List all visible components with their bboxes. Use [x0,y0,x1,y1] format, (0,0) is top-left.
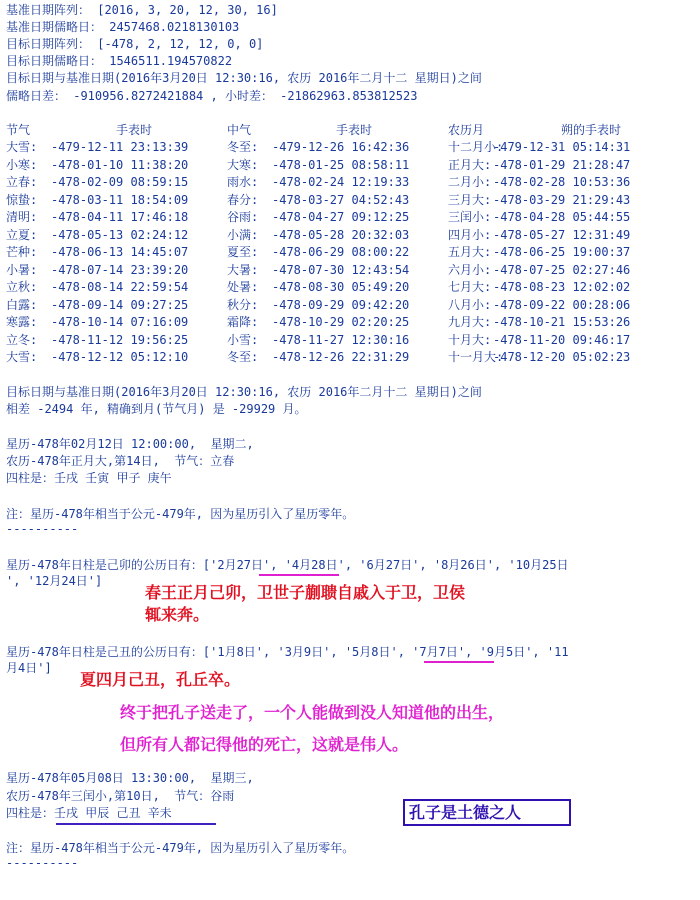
cell-lunar-month: 十月大: [448,332,492,347]
annotation-red1-line1: 春王正月己卯，卫世子蒯聩自戚入于卫，卫侯 [145,583,466,602]
jimao-date-underline [259,574,339,576]
cell-term-time: -478-12-12 05:12:10 [51,350,189,364]
cell-midterm-time: -478-05-28 20:32:03 [272,227,410,242]
cell-term-time: -479-12-11 23:13:39 [51,140,189,154]
pillars-underline [56,823,216,825]
cell-lunar-month: 六月小: [448,262,492,277]
cell-midterm-name: 小雪: [227,332,259,347]
cell-term-name: 小寒: [6,157,38,172]
cell-midterm-time: -478-10-29 02:20:25 [272,315,410,329]
cell-midterm-name: 大寒: [227,157,259,172]
cell-midterm-time: -478-06-29 08:00:22 [272,245,410,259]
col-header-time2: 手表时 [336,123,373,137]
cell-new-moon-time: -478-07-25 02:27:46 [493,262,631,277]
cell-term-time: -478-01-10 11:38:20 [51,157,189,172]
note1: 注：星历-478年相当于公元-479年, 因为星历引入了星历零年。 [6,507,355,521]
target1-lunar: 农历-478年正月大,第14日, 节气：立春 [6,454,235,468]
target1-date: 星历-478年02月12日 12:00:00, 星期二, [6,437,254,451]
cell-term-time: -478-08-14 22:59:54 [51,280,189,294]
cell-midterm-time: -478-03-27 04:52:43 [272,192,410,207]
cell-term-name: 立冬: [6,332,38,347]
cell-lunar-month: 二月小: [448,175,492,189]
cell-term-name: 立春: [6,175,38,189]
cell-lunar-month: 五月大: [448,245,492,259]
table-row [6,262,696,279]
cell-term-name: 大雪: [6,140,38,154]
cell-new-moon-time: -479-12-31 05:14:31 [493,140,631,154]
cell-midterm-name: 大暑: [227,262,259,277]
cell-term-time: -478-04-11 17:46:18 [51,210,189,224]
cell-midterm-name: 小满: [227,227,259,242]
date-range-line: 目标日期与基准日期(2016年3月20日 12:30:16, 农历 2016年二月十二 星期日)之间 [6,71,482,85]
cell-new-moon-time: -478-09-22 00:28:06 [493,297,631,312]
table-row [6,244,696,261]
cell-new-moon-time: -478-04-28 05:44:55 [493,210,631,224]
separator1: ---------- [6,522,79,536]
cell-new-moon-time: -478-03-29 21:29:43 [493,192,631,207]
cell-lunar-month: 八月小: [448,297,492,312]
separator2: ---------- [6,856,79,870]
cell-term-name: 立夏: [6,227,38,242]
col-header-lunar-month: 农历月 [448,123,485,137]
cell-midterm-time: -478-12-26 22:31:29 [272,350,410,364]
jichou-dates-line1: 星历-478年日柱是己丑的公历日有：['1月8日', '3月9日', '5月8日', '7月7日', '9月5日', '11 [6,645,569,659]
table-row [6,314,696,331]
cell-midterm-time: -478-08-30 05:49:20 [272,280,410,294]
annotation-magenta-line2: 但所有人都记得他的死亡，这就是伟人。 [120,735,409,754]
target1-pillars: 四柱是：壬戌 壬寅 甲子 庚午 [6,471,172,485]
cell-midterm-name: 冬至: [227,350,259,364]
cell-midterm-name: 霜降: [227,315,259,329]
cell-term-name: 寒露: [6,315,38,329]
cell-lunar-month: 十二月小: [448,140,504,154]
table-row [6,332,696,349]
cell-midterm-time: -478-09-29 09:42:20 [272,297,410,312]
cell-new-moon-time: -478-11-20 09:46:17 [493,332,631,347]
cell-midterm-time: -478-04-27 09:12:25 [272,210,410,224]
cell-term-time: -478-10-14 07:16:09 [51,315,189,329]
jimao-dates-line1: 星历-478年日柱是己卯的公历日有：['2月27日', '4月28日', '6月27日', '8月26日', '10月25日 [6,558,569,572]
annotation-red2: 夏四月己丑，孔丘卒。 [80,670,241,689]
cell-lunar-month: 三月大: [448,192,492,207]
table-header [6,122,696,139]
cell-lunar-month: 七月大: [448,280,492,294]
cell-new-moon-time: -478-02-28 10:53:36 [493,175,631,189]
cell-lunar-month: 三闰小: [448,210,492,224]
cell-lunar-month: 四月小: [448,227,492,242]
base-date-julian: 基准日期儒略日： 2457468.0218130103 [6,20,240,34]
cell-midterm-time: -478-07-30 12:43:54 [272,262,410,277]
cell-term-name: 惊蛰: [6,192,38,207]
target-date-array: 目标日期阵列： [-478, 2, 12, 12, 0, 0] [6,37,264,51]
col-header-time: 手表时 [116,123,153,137]
cell-midterm-name: 冬至: [227,140,259,154]
diff-range-line: 目标日期与基准日期(2016年3月20日 12:30:16, 农历 2016年二月十二 星期日)之间 [6,385,482,399]
table-row [6,174,696,191]
cell-lunar-month: 十一月大: [448,350,504,364]
cell-term-time: -478-05-13 02:24:12 [51,227,189,242]
target2-date: 星历-478年05月08日 13:30:00, 星期三, [6,771,254,785]
cell-new-moon-time: -478-08-23 12:02:02 [493,280,631,294]
cell-term-name: 立秋: [6,280,38,294]
cell-new-moon-time: -478-10-21 15:53:26 [493,315,631,329]
table-row [6,209,696,226]
cell-midterm-name: 处暑: [227,280,259,294]
cell-term-time: -478-09-14 09:27:25 [51,297,189,312]
annotation-magenta-line1: 终于把孔子送走了，一个人能做到没人知道他的出生， [120,703,505,722]
table-row [6,192,696,209]
table-row [6,157,696,174]
cell-term-time: -478-02-09 08:59:15 [51,175,189,189]
earth-virtue-note: 孔子是土德之人 [403,799,571,826]
col-header-new-moon: 朔的手表时 [561,123,622,137]
cell-midterm-name: 春分: [227,192,259,207]
cell-term-time: -478-07-14 23:39:20 [51,262,189,277]
table-row [6,139,696,156]
cell-midterm-time: -478-11-27 12:30:16 [272,332,410,347]
jichou-dates-line2: 月4日'] [6,661,52,675]
cell-term-time: -478-03-11 18:54:09 [51,192,189,207]
table-row [6,279,696,296]
cell-midterm-name: 谷雨: [227,210,259,224]
annotation-red1-line2: 辄来奔。 [145,605,210,624]
col-header-term: 节气 [6,123,31,137]
cell-lunar-month: 正月大: [448,157,492,172]
cell-lunar-month: 九月大: [448,315,492,329]
cell-term-time: -478-06-13 14:45:07 [51,245,189,259]
table-row [6,349,696,366]
table-row [6,227,696,244]
cell-midterm-time: -478-01-25 08:58:11 [272,157,410,172]
cell-new-moon-time: -478-12-20 05:02:23 [493,350,631,364]
col-header-midterm: 中气 [227,123,252,137]
julian-diff-line: 儒略日差： -910956.8272421884 , 小时差： -21862963.853812523 [6,89,418,103]
jimao-dates-line2: ', '12月24日'] [6,574,103,588]
target2-lunar: 农历-478年三闰小,第10日, 节气：谷雨 [6,789,235,803]
target2-pillars: 四柱是：壬戌 甲辰 己丑 辛未 [6,806,172,820]
cell-term-name: 清明: [6,210,38,224]
cell-term-name: 小暑: [6,262,38,277]
cell-term-time: -478-11-12 19:56:25 [51,332,189,347]
cell-midterm-time: -479-12-26 16:42:36 [272,140,410,154]
note2: 注：星历-478年相当于公元-479年, 因为星历引入了星历零年。 [6,841,355,855]
cell-midterm-time: -478-02-24 12:19:33 [272,175,410,189]
cell-term-name: 白露: [6,297,38,312]
cell-midterm-name: 秋分: [227,297,259,312]
diff-years-line: 相差 -2494 年, 精确到月(节气月) 是 -29929 月。 [6,402,307,416]
cell-new-moon-time: -478-05-27 12:31:49 [493,227,631,242]
cell-new-moon-time: -478-01-29 21:28:47 [493,157,631,172]
base-date-array: 基准日期阵列： [2016, 3, 20, 12, 30, 16] [6,3,278,17]
table-row [6,297,696,314]
cell-midterm-name: 夏至: [227,245,259,259]
jichou-date-underline [424,661,494,663]
cell-midterm-name: 雨水: [227,175,259,189]
cell-term-name: 芒种: [6,245,38,259]
cell-new-moon-time: -478-06-25 19:00:37 [493,245,631,259]
target-date-julian: 目标日期儒略日： 1546511.194570822 [6,54,233,68]
cell-term-name: 大雪: [6,350,38,364]
